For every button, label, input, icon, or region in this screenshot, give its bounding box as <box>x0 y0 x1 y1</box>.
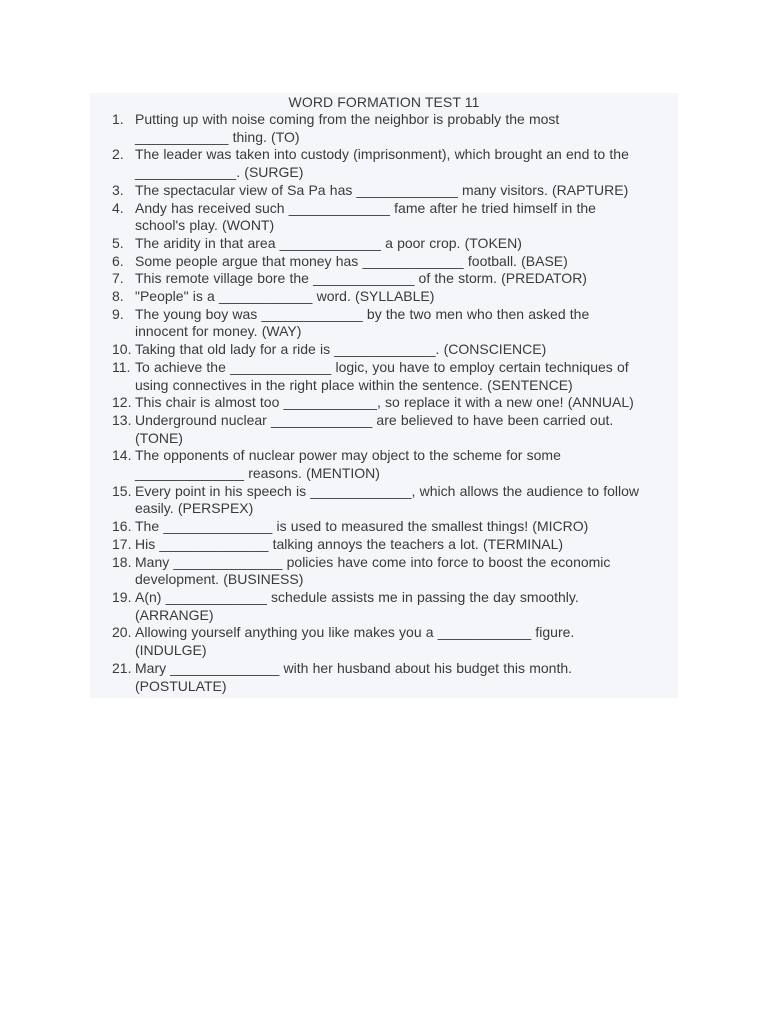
question-item <box>90 447 678 482</box>
question-item <box>90 483 678 518</box>
document-title: WORD FORMATION TEST 11 <box>288 94 480 110</box>
question-number: 4. <box>112 199 124 216</box>
question-number: 17. <box>112 535 132 552</box>
question-number: 16. <box>112 518 132 535</box>
question-text-line: Some people argue that money has _____________ football. (BASE) <box>135 252 568 269</box>
question-number: 14. <box>112 447 132 464</box>
question-number: 13. <box>112 411 132 428</box>
question-text-line: _____________. (SURGE) <box>135 164 304 181</box>
question-text-line: The leader was taken into custody (imprisonment), which brought an end to the <box>135 146 629 163</box>
question-number: 7. <box>112 270 124 287</box>
question-item <box>90 253 678 271</box>
question-text-line: A(n) _____________ schedule assists me in passing the day smoothly. <box>135 588 579 605</box>
question-text-line: Every point in his speech is _____________, which allows the audience to follow <box>135 482 640 499</box>
question-item <box>90 306 678 341</box>
question-text-line: The ______________ is used to measured the smallest things! (MICRO) <box>135 518 589 535</box>
question-item <box>90 536 678 554</box>
question-text-line: easily. (PERSPEX) <box>135 500 254 517</box>
question-list <box>90 111 678 695</box>
question-text-line: The aridity in that area _____________ a poor crop. (TOKEN) <box>135 234 522 251</box>
question-item <box>90 182 678 200</box>
question-number: 8. <box>112 288 124 305</box>
question-item <box>90 624 678 659</box>
question-number: 20. <box>112 624 132 641</box>
question-text-line: To achieve the _____________ logic, you have to employ certain techniques of <box>135 358 629 375</box>
question-number: 11. <box>112 358 131 375</box>
question-text-line: using connectives in the right place within the sentence. (SENTENCE) <box>135 376 573 393</box>
question-item <box>90 518 678 536</box>
question-text-line: (ARRANGE) <box>135 606 214 623</box>
question-text-line: development. (BUSINESS) <box>135 571 304 588</box>
question-text-line: This chair is almost too ____________, so replace it with a new one! (ANNUAL) <box>135 394 634 411</box>
question-text-line: Taking that old lady for a ride is _____________. (CONSCIENCE) <box>135 341 547 358</box>
question-text-line: Many ______________ policies have come into force to boost the economic <box>135 553 611 570</box>
question-item <box>90 412 678 447</box>
question-number: 21. <box>112 659 132 676</box>
question-text-line: Putting up with noise coming from the neighbor is probably the most <box>135 111 560 127</box>
question-number: 5. <box>112 234 124 251</box>
question-item <box>90 270 678 288</box>
question-item <box>90 660 678 695</box>
question-text-line: (TONE) <box>135 429 183 446</box>
question-text-line: His ______________ talking annoys the teachers a lot. (TERMINAL) <box>135 535 564 552</box>
question-number: 10. <box>112 341 132 358</box>
question-number: 2. <box>112 146 124 163</box>
question-text-line: innocent for money. (WAY) <box>135 323 302 340</box>
question-number: 1. <box>112 111 124 127</box>
question-number: 9. <box>112 305 124 322</box>
question-item <box>90 359 678 394</box>
question-number: 6. <box>112 252 124 269</box>
question-text-line: (INDULGE) <box>135 642 207 659</box>
question-item <box>90 235 678 253</box>
question-text-line: The spectacular view of Sa Pa has _____________ many visitors. (RAPTURE) <box>135 181 629 198</box>
question-text-line: (POSTULATE) <box>135 677 227 694</box>
question-item <box>90 394 678 412</box>
question-number: 3. <box>112 181 124 198</box>
question-text-line: "People" is a ____________ word. (SYLLABLE) <box>135 288 435 305</box>
question-text-line: This remote village bore the _____________ of the storm. (PREDATOR) <box>135 270 587 287</box>
question-text-line: Allowing yourself anything you like makes you a ____________ figure. <box>135 624 575 641</box>
question-number: 15. <box>112 482 132 499</box>
question-item <box>90 200 678 235</box>
question-text-line: Mary ______________ with her husband about his budget this month. <box>135 659 573 676</box>
question-item <box>90 146 678 181</box>
question-text-line: Underground nuclear _____________ are believed to have been carried out. <box>135 411 614 428</box>
question-item <box>90 341 678 359</box>
question-text-line: The young boy was _____________ by the two men who then asked the <box>135 305 590 322</box>
question-item <box>90 111 678 146</box>
question-item <box>90 554 678 589</box>
question-text-line: ______________ reasons. (MENTION) <box>135 465 380 482</box>
question-text-line: school's play. (WONT) <box>135 217 275 234</box>
question-number: 19. <box>112 588 132 605</box>
question-text-line: Andy has received such _____________ fame after he tried himself in the <box>135 199 596 216</box>
question-number: 12. <box>112 394 132 411</box>
question-text-line: ____________ thing. (TO) <box>135 128 300 145</box>
question-number: 18. <box>112 553 132 570</box>
question-text-line: The opponents of nuclear power may object to the scheme for some <box>135 447 561 464</box>
question-item <box>90 589 678 624</box>
document-content <box>90 93 678 698</box>
question-item <box>90 288 678 306</box>
